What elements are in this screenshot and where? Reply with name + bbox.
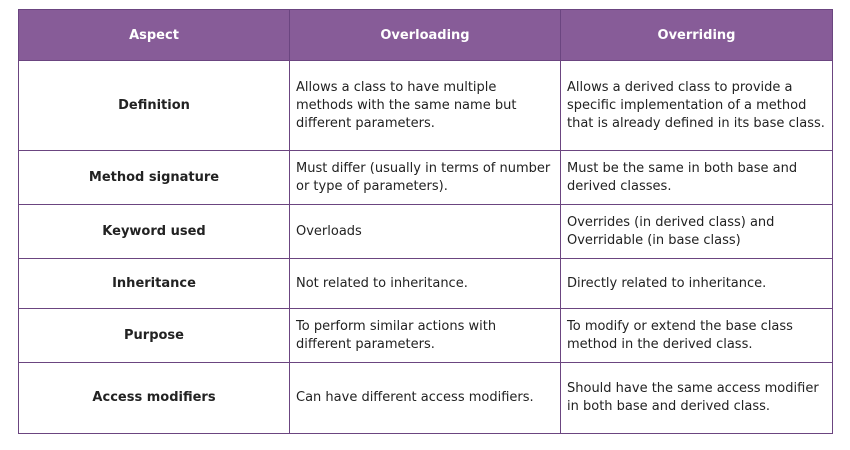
header-overriding: Overriding: [561, 10, 833, 61]
overriding-cell: To modify or extend the base class method in the derived class.: [561, 309, 833, 363]
aspect-cell: Purpose: [19, 309, 290, 363]
aspect-cell: Definition: [19, 61, 290, 151]
aspect-cell: Method signature: [19, 151, 290, 205]
overloading-cell: Allows a class to have multiple methods with the same name but different parameters.: [290, 61, 561, 151]
table-row: [19, 205, 833, 259]
overriding-cell: Allows a derived class to provide a specific implementation of a method that is already defined in its base class.: [561, 61, 833, 151]
overloading-cell: Can have different access modifiers.: [290, 363, 561, 434]
table-row: [19, 309, 833, 363]
table-row: [19, 61, 833, 151]
overloading-cell: Not related to inheritance.: [290, 259, 561, 309]
comparison-table: [18, 9, 833, 434]
aspect-cell: Keyword used: [19, 205, 290, 259]
overloading-cell: To perform similar actions with different parameters.: [290, 309, 561, 363]
overriding-cell: Must be the same in both base and derived classes.: [561, 151, 833, 205]
table-header-row: [19, 10, 833, 61]
header-overloading: Overloading: [290, 10, 561, 61]
overriding-cell: Should have the same access modifier in both base and derived class.: [561, 363, 833, 434]
comparison-table-container: [18, 9, 832, 434]
header-aspect: Aspect: [19, 10, 290, 61]
table-row: [19, 259, 833, 309]
table-row: [19, 363, 833, 434]
overriding-cell: Overrides (in derived class) and Overridable (in base class): [561, 205, 833, 259]
aspect-cell: Access modifiers: [19, 363, 290, 434]
overloading-cell: Must differ (usually in terms of number or type of parameters).: [290, 151, 561, 205]
overriding-cell: Directly related to inheritance.: [561, 259, 833, 309]
aspect-cell: Inheritance: [19, 259, 290, 309]
overloading-cell: Overloads: [290, 205, 561, 259]
table-row: [19, 151, 833, 205]
